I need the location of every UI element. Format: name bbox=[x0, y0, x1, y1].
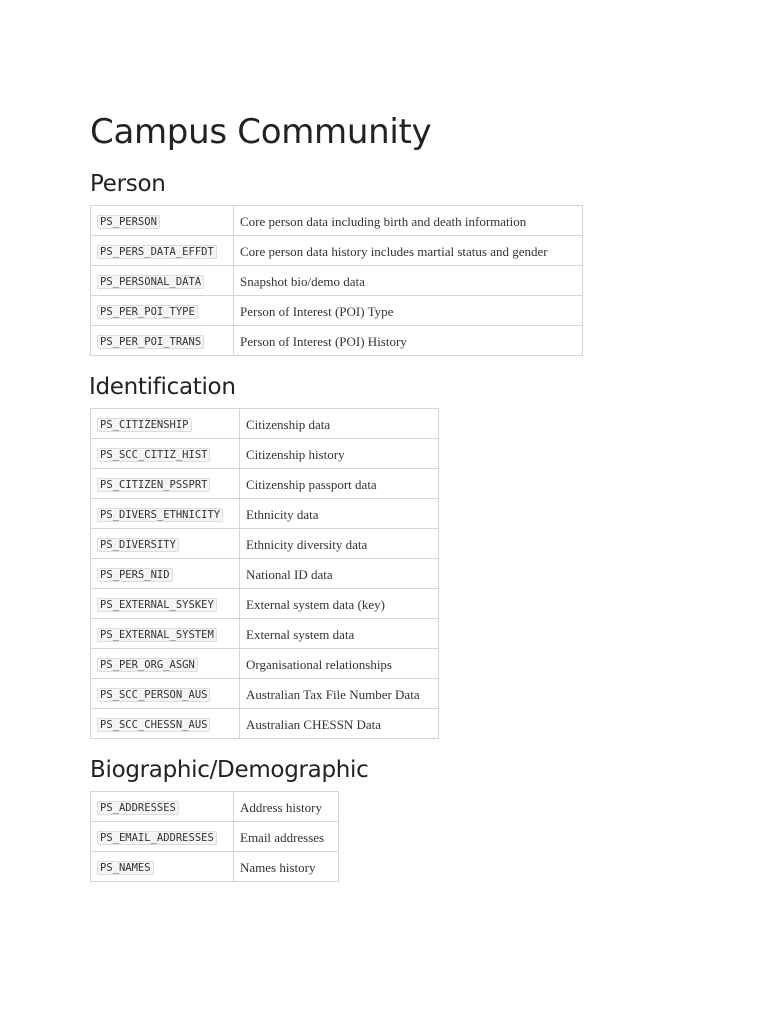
table-description-cell: Ethnicity diversity data bbox=[240, 529, 439, 559]
table-row bbox=[91, 822, 339, 852]
table-row bbox=[91, 679, 439, 709]
table-name-code: PS_PERSON bbox=[97, 215, 160, 229]
table-description-cell: Australian Tax File Number Data bbox=[240, 679, 439, 709]
table-name-cell bbox=[91, 206, 234, 236]
table-description-cell: Citizenship history bbox=[240, 439, 439, 469]
table-description-cell: External system data bbox=[240, 619, 439, 649]
table-description-cell: Ethnicity data bbox=[240, 499, 439, 529]
table-name-cell bbox=[91, 679, 240, 709]
table-name-cell bbox=[91, 559, 240, 589]
section-heading-biographic-demographic: Biographic/Demographic bbox=[90, 757, 369, 783]
table-name-code: PS_PER_ORG_ASGN bbox=[97, 658, 198, 672]
table-description-cell: Email addresses bbox=[234, 822, 339, 852]
table-name-code: PS_EXTERNAL_SYSTEM bbox=[97, 628, 217, 642]
table-name-cell bbox=[91, 649, 240, 679]
table-name-cell bbox=[91, 409, 240, 439]
table-description-cell: Person of Interest (POI) History bbox=[234, 326, 583, 356]
page-title: Campus Community bbox=[90, 112, 432, 152]
table-description-cell: Address history bbox=[234, 792, 339, 822]
table-description-cell: External system data (key) bbox=[240, 589, 439, 619]
table-name-cell bbox=[91, 499, 240, 529]
table-description-cell: Organisational relationships bbox=[240, 649, 439, 679]
table-row bbox=[91, 469, 439, 499]
table-row bbox=[91, 499, 439, 529]
table-name-cell bbox=[91, 822, 234, 852]
table-description-cell: Names history bbox=[234, 852, 339, 882]
table-name-cell bbox=[91, 619, 240, 649]
table-name-cell bbox=[91, 709, 240, 739]
table-name-code: PS_CITIZENSHIP bbox=[97, 418, 192, 432]
table-description-cell: National ID data bbox=[240, 559, 439, 589]
table-name-code: PS_DIVERSITY bbox=[97, 538, 179, 552]
table-row bbox=[91, 296, 583, 326]
person-table bbox=[90, 205, 583, 356]
table-row bbox=[91, 439, 439, 469]
table-name-cell bbox=[91, 469, 240, 499]
table-name-code: PS_PERSONAL_DATA bbox=[97, 275, 204, 289]
table-row bbox=[91, 529, 439, 559]
section-heading-person: Person bbox=[90, 171, 166, 197]
table-name-cell bbox=[91, 236, 234, 266]
table-description-cell: Core person data including birth and death information bbox=[234, 206, 583, 236]
table-row bbox=[91, 236, 583, 266]
document-page bbox=[90, 108, 710, 882]
table-row bbox=[91, 589, 439, 619]
section-heading-identification: Identification bbox=[89, 374, 236, 400]
table-description-cell: Person of Interest (POI) Type bbox=[234, 296, 583, 326]
table-name-cell bbox=[91, 529, 240, 559]
table-description-cell: Snapshot bio/demo data bbox=[234, 266, 583, 296]
table-name-cell bbox=[91, 326, 234, 356]
table-description-cell: Citizenship passport data bbox=[240, 469, 439, 499]
table-row bbox=[91, 206, 583, 236]
table-row bbox=[91, 792, 339, 822]
table-row bbox=[91, 619, 439, 649]
table-row bbox=[91, 649, 439, 679]
table-row bbox=[91, 852, 339, 882]
table-name-cell bbox=[91, 792, 234, 822]
table-description-cell: Core person data history includes martial status and gender bbox=[234, 236, 583, 266]
table-name-cell bbox=[91, 589, 240, 619]
table-description-cell: Australian CHESSN Data bbox=[240, 709, 439, 739]
table-name-code: PS_PER_POI_TRANS bbox=[97, 335, 204, 349]
table-name-cell bbox=[91, 852, 234, 882]
table-name-cell bbox=[91, 439, 240, 469]
biographic-demographic-table bbox=[90, 791, 339, 882]
table-name-code: PS_DIVERS_ETHNICITY bbox=[97, 508, 223, 522]
table-row bbox=[91, 709, 439, 739]
table-name-code: PS_ADDRESSES bbox=[97, 801, 179, 815]
identification-table bbox=[90, 408, 439, 739]
table-name-code: PS_SCC_PERSON_AUS bbox=[97, 688, 210, 702]
table-row bbox=[91, 409, 439, 439]
table-name-code: PS_EMAIL_ADDRESSES bbox=[97, 831, 217, 845]
table-name-code: PS_PERS_NID bbox=[97, 568, 173, 582]
table-name-code: PS_PER_POI_TYPE bbox=[97, 305, 198, 319]
table-row bbox=[91, 266, 583, 296]
table-name-code: PS_PERS_DATA_EFFDT bbox=[97, 245, 217, 259]
table-name-code: PS_CITIZEN_PSSPRT bbox=[97, 478, 210, 492]
table-name-cell bbox=[91, 266, 234, 296]
table-name-code: PS_SCC_CITIZ_HIST bbox=[97, 448, 210, 462]
table-row bbox=[91, 559, 439, 589]
table-name-code: PS_EXTERNAL_SYSKEY bbox=[97, 598, 217, 612]
table-row bbox=[91, 326, 583, 356]
table-name-cell bbox=[91, 296, 234, 326]
table-name-code: PS_NAMES bbox=[97, 861, 154, 875]
table-name-code: PS_SCC_CHESSN_AUS bbox=[97, 718, 210, 732]
table-description-cell: Citizenship data bbox=[240, 409, 439, 439]
